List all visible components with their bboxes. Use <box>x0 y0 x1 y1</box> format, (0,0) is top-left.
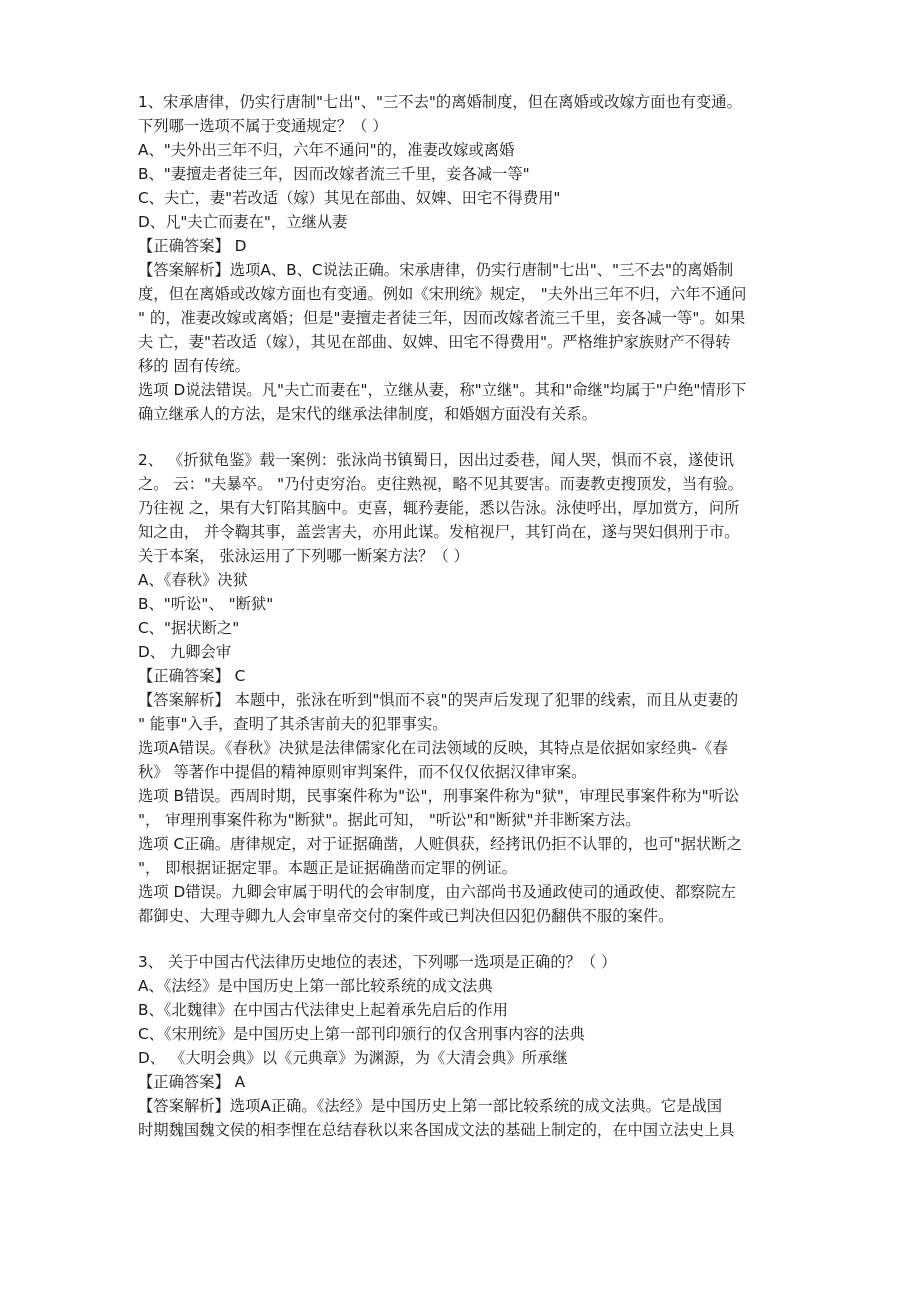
option-d: D、凡"夫亡而妻在"，立继从妻 <box>138 213 348 231</box>
question-stem-line: 1、宋承唐律，仍实行唐制"七出"、"三不去"的离婚制度，但在离婚或改嫁方面也有变通。 <box>138 93 742 111</box>
option-a: A、《法经》是中国历史上第一部比较系统的成文法典 <box>138 977 493 995</box>
analysis-line: 选项 D错误。九卿会审属于明代的会审制度，由六部尚书及通政使司的通政使、都察院左 <box>138 883 736 901</box>
analysis-line: 夫 亡，妻"若改适（嫁），其见在部曲、奴婢、田宅不得费用"。严格维护家族财产不得转 <box>138 333 731 351</box>
option-a: A、"夫外出三年不归，六年不通问"的，准妻改嫁或离婚 <box>138 141 515 159</box>
option-b: B、《北魏律》在中国古代法律史上起着承先启后的作用 <box>138 1001 508 1019</box>
analysis-line: 选项 D说法错误。凡"夫亡而妻在"，立继从妻，称"立继"。其和"命继"均属于"户绝"情形下 <box>138 381 747 399</box>
analysis-line: 都御史、大理寺卿九人会审皇帝交付的案件或已判决但囚犯仍翻供不服的案件。 <box>138 907 674 925</box>
analysis-line: 确立继承人的方法，是宋代的继承法律制度，和婚姻方面没有关系。 <box>138 405 597 423</box>
section-gap <box>138 928 798 950</box>
analysis-line: 移的 固有传统。 <box>138 357 250 375</box>
section-gap <box>138 426 798 448</box>
correct-answer: 【正确答案】 A <box>138 1073 246 1091</box>
analysis-line: 度，但在离婚或改嫁方面也有变通。例如《宋刑统》规定， "夫外出三年不归，六年不通问 <box>138 285 747 303</box>
analysis-line: "， 审理刑事案件称为"断狱"。据此可知， "听讼"和"断狱"并非断案方法。 <box>138 811 641 829</box>
analysis-line: 选项A错误。《春秋》决狱是法律儒家化在司法领域的反映，其特点是依据如家经典-《春 <box>138 739 728 757</box>
question-stem-line: 关于本案， 张泳运用了下列哪一断案方法？（ ） <box>138 547 469 565</box>
analysis-line: "， 即根据证据定罪。本题正是证据确凿而定罪的例证。 <box>138 859 518 877</box>
analysis-line: " 能事"入手，查明了其杀害前夫的犯罪事实。 <box>138 715 448 733</box>
question-stem-line: 下列哪一选项不属于变通规定？（ ） <box>138 117 388 135</box>
correct-answer: 【正确答案】 D <box>138 237 247 255</box>
option-c: C、"据状断之" <box>138 619 240 637</box>
option-d: D、 《大明会典》以《元典章》为渊源，为《大清会典》所承继 <box>138 1049 568 1067</box>
option-b: B、"听讼"、 "断狱" <box>138 595 274 613</box>
document-page <box>138 90 798 1142</box>
question-stem-line: 知之由， 并令鞫其事，盖尝害夫，亦用此谋。发棺视尸，其钉尚在，遂与哭妇俱刑于市。 <box>138 523 740 541</box>
analysis-line: 选项 B错误。西周时期，民事案件称为"讼"，刑事案件称为"狱"，审理民事案件称为"听讼 <box>138 787 740 805</box>
analysis-line: 秋》 等著作中提倡的精神原则审判案件，而不仅仅依据汉律审案。 <box>138 763 587 781</box>
option-c: C、《宋刑统》是中国历史上第一部刊印颁行的仅含刑事内容的法典 <box>138 1025 585 1043</box>
analysis-line: 选项 C正确。唐律规定，对于证据确凿，人赃俱获，经拷讯仍拒不认罪的，也可"据状断之 <box>138 835 742 853</box>
correct-answer: 【正确答案】 C <box>138 667 246 685</box>
analysis-line: 【答案解析】 本题中，张泳在听到"惧而不哀"的哭声后发现了犯罪的线索，而且从吏妻的 <box>138 691 739 709</box>
question-stem-line: 3、 关于中国古代法律历史地位的表述，下列哪一选项是正确的？（ ） <box>138 953 617 971</box>
option-d: D、 九卿会审 <box>138 643 232 661</box>
option-b: B、"妻擅走者徒三年，因而改嫁者流三千里，妾各减一等" <box>138 165 530 183</box>
question-stem-line: 之。 云："夫暴卒。 "乃付吏穷治。吏往熟视，略不见其要害。而妻教吏搜顶发，当有验。 <box>138 475 744 493</box>
analysis-line: " 的，准妻改嫁或离婚；但是"妻擅走者徒三年，因而改嫁者流三千里，妾各减一等"。如果 <box>138 309 746 327</box>
option-c: C、夫亡，妻"若改适（嫁）其见在部曲、奴婢、田宅不得费用" <box>138 189 561 207</box>
question-1 <box>138 90 798 426</box>
analysis-line: 【答案解析】选项A、B、C说法正确。宋承唐律，仍实行唐制"七出"、"三不去"的离婚制 <box>138 261 734 279</box>
question-3 <box>138 950 798 1142</box>
analysis-line: 【答案解析】选项A正确。《法经》是中国历史上第一部比较系统的成文法典。它是战国 <box>138 1097 723 1115</box>
analysis-line: 时期魏国魏文侯的相李悝在总结春秋以来各国成文法的基础上制定的，在中国立法史上具 <box>138 1121 735 1139</box>
question-2 <box>138 448 798 928</box>
question-stem-line: 乃往视 之，果有大钉陷其脑中。吏喜，辄矜妻能，悉以告泳。泳使呼出，厚加赏方，问所 <box>138 499 740 517</box>
option-a: A、《春秋》决狱 <box>138 571 248 589</box>
question-stem-line: 2、 《折狱龟鉴》载一案例：张泳尚书镇蜀日，因出过委巷，闻人哭，惧而不哀，遂使讯 <box>138 451 734 469</box>
